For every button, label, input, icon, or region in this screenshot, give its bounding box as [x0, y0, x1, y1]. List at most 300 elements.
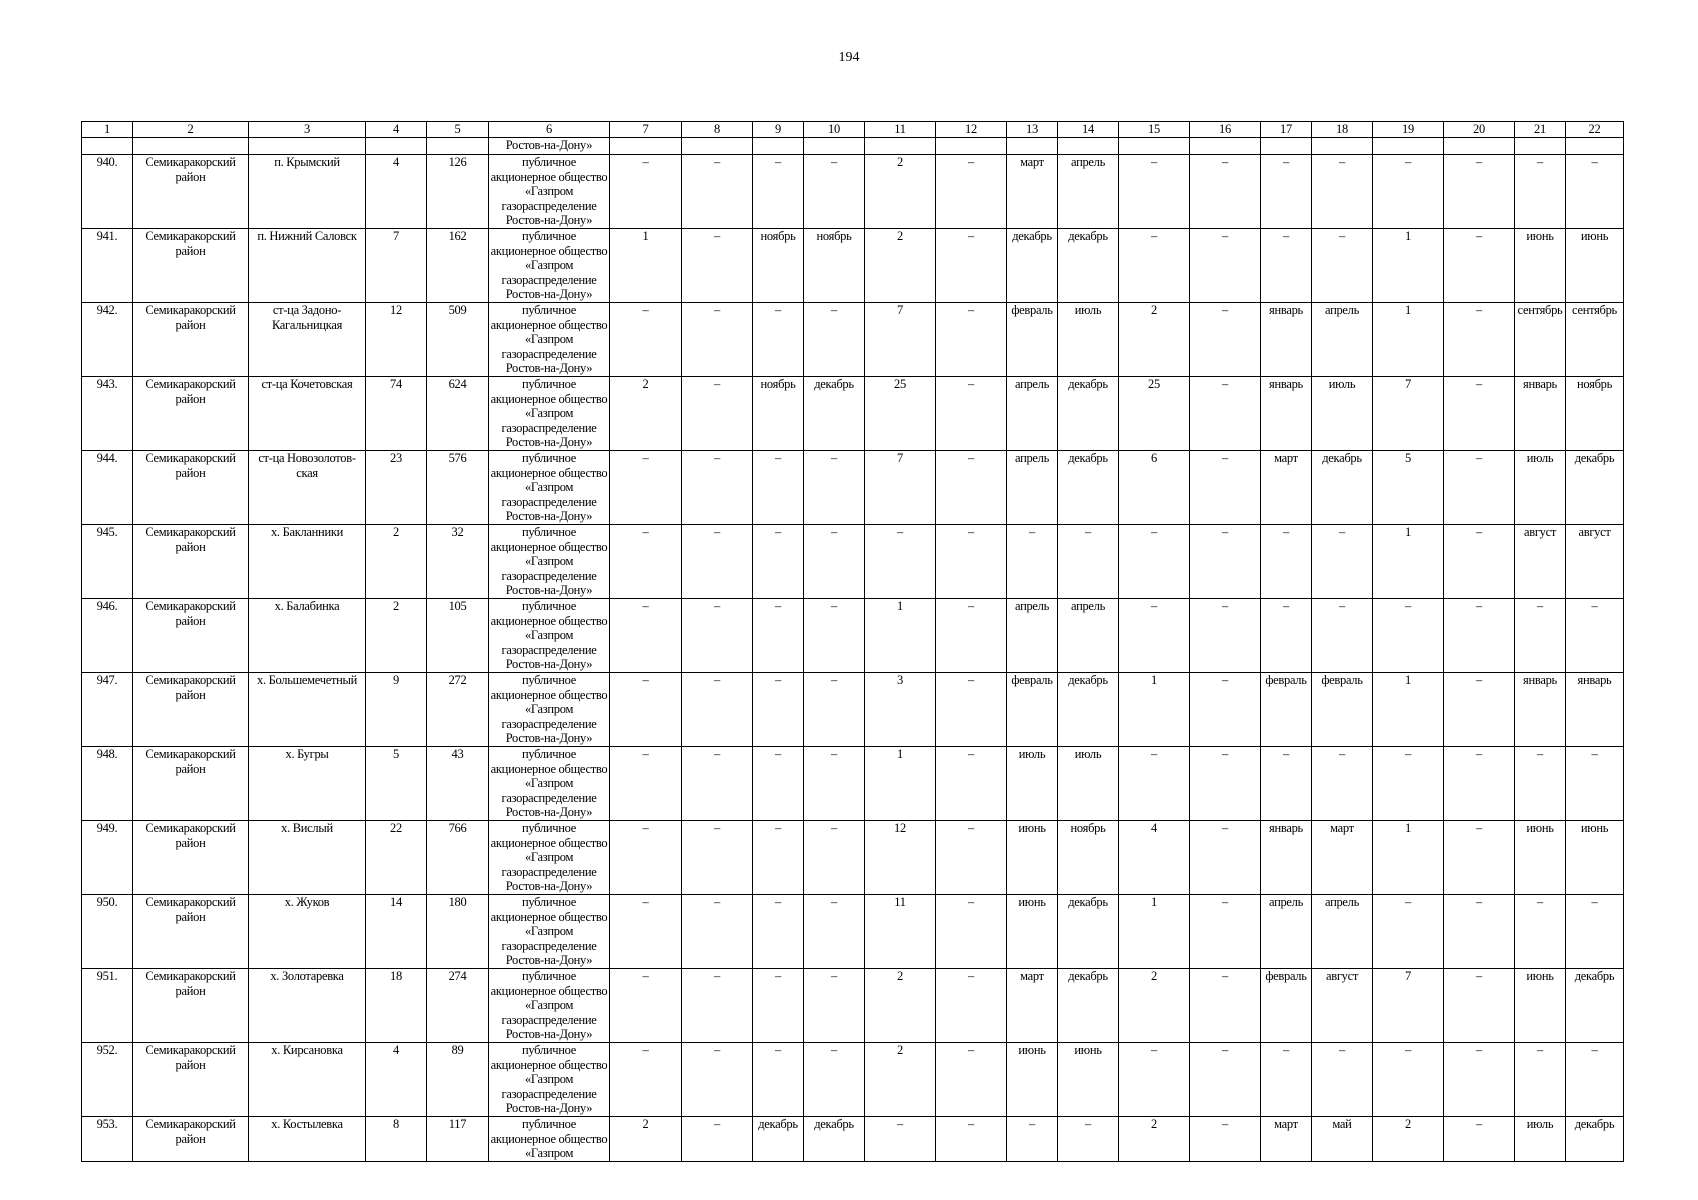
- table-cell: 180: [427, 895, 489, 969]
- column-header: 7: [610, 122, 682, 138]
- table-cell: –: [1261, 229, 1312, 303]
- register-table: [81, 121, 1624, 1162]
- table-cell: 2: [1119, 303, 1190, 377]
- table-row: [82, 895, 1624, 969]
- table-cell: июнь: [1515, 229, 1566, 303]
- table-cell: публичное акционерное общество «Газпром газораспределение Ростов-на-Дону»: [489, 451, 610, 525]
- table-cell: Семикаракорский район: [133, 377, 249, 451]
- table-cell: –: [1058, 525, 1119, 599]
- table-cell: январь: [1261, 821, 1312, 895]
- row-number-cell: 941.: [82, 229, 133, 303]
- table-cell: публичное акционерное общество «Газпром газораспределение Ростов-на-Дону»: [489, 155, 610, 229]
- table-cell: июнь: [1515, 969, 1566, 1043]
- table-cell: декабрь: [1566, 451, 1624, 525]
- table-cell: –: [1515, 895, 1566, 969]
- table-cell: 2: [366, 599, 427, 673]
- table-cell: –: [936, 155, 1007, 229]
- table-cell: 2: [610, 1117, 682, 1162]
- table-cell: июнь: [1007, 895, 1058, 969]
- row-number-cell: 940.: [82, 155, 133, 229]
- table-cell: –: [1261, 599, 1312, 673]
- table-cell: февраль: [1007, 303, 1058, 377]
- table-cell: декабрь: [1058, 969, 1119, 1043]
- table-cell: [427, 138, 489, 155]
- table-cell: х. Кирсановка: [249, 1043, 366, 1117]
- table-cell: Семикаракорский район: [133, 155, 249, 229]
- table-cell: –: [1058, 1117, 1119, 1162]
- table-cell: февраль: [1261, 969, 1312, 1043]
- table-cell: [366, 138, 427, 155]
- table-cell: 272: [427, 673, 489, 747]
- table-cell: –: [1312, 229, 1373, 303]
- column-header: 16: [1190, 122, 1261, 138]
- table-cell: –: [1444, 377, 1515, 451]
- table-cell: –: [682, 1117, 753, 1162]
- table-cell: –: [1261, 1043, 1312, 1117]
- table-cell: –: [682, 525, 753, 599]
- table-cell: ноябрь: [753, 377, 804, 451]
- table-cell: [1312, 138, 1373, 155]
- table-cell: публичное акционерное общество «Газпром газораспределение Ростов-на-Дону»: [489, 229, 610, 303]
- table-cell: март: [1261, 1117, 1312, 1162]
- table-row: [82, 1043, 1624, 1117]
- table-cell: [249, 138, 366, 155]
- table-cell: июнь: [1515, 821, 1566, 895]
- table-cell: 43: [427, 747, 489, 821]
- table-cell: 7: [865, 303, 936, 377]
- table-cell: –: [1190, 599, 1261, 673]
- table-cell: март: [1261, 451, 1312, 525]
- table-cell: публичное акционерное общество «Газпром газораспределение Ростов-на-Дону»: [489, 673, 610, 747]
- table-cell: 1: [1373, 821, 1444, 895]
- table-cell: –: [804, 1043, 865, 1117]
- table-cell: –: [1373, 747, 1444, 821]
- table-cell: –: [1566, 895, 1624, 969]
- table-cell: июль: [1007, 747, 1058, 821]
- table-cell: –: [682, 599, 753, 673]
- column-header: 15: [1119, 122, 1190, 138]
- table-cell: июль: [1058, 747, 1119, 821]
- table-row: [82, 821, 1624, 895]
- table-cell: 1: [865, 747, 936, 821]
- table-cell: –: [753, 525, 804, 599]
- table-cell: 2: [610, 377, 682, 451]
- table-row: [82, 303, 1624, 377]
- table-cell: –: [610, 895, 682, 969]
- column-header: 14: [1058, 122, 1119, 138]
- table-cell: –: [1566, 155, 1624, 229]
- table-cell: публичное акционерное общество «Газпром газораспределение Ростов-на-Дону»: [489, 525, 610, 599]
- table-cell: –: [1444, 303, 1515, 377]
- column-header: 9: [753, 122, 804, 138]
- table-cell: 2: [865, 155, 936, 229]
- table-cell: –: [682, 821, 753, 895]
- table-cell: –: [936, 303, 1007, 377]
- table-cell: февраль: [1261, 673, 1312, 747]
- table-cell: июль: [1515, 451, 1566, 525]
- row-number-cell: 951.: [82, 969, 133, 1043]
- table-cell: [753, 138, 804, 155]
- table-cell: –: [1312, 525, 1373, 599]
- table-cell: –: [753, 747, 804, 821]
- table-cell: публичное акционерное общество «Газпром газораспределение Ростов-на-Дону»: [489, 1043, 610, 1117]
- table-cell: –: [1444, 599, 1515, 673]
- table-cell: –: [1190, 969, 1261, 1043]
- table-cell: [610, 138, 682, 155]
- table-cell: –: [1566, 1043, 1624, 1117]
- table-cell: 2: [865, 229, 936, 303]
- table-cell: [133, 138, 249, 155]
- table-cell: –: [682, 1043, 753, 1117]
- table-cell: январь: [1515, 673, 1566, 747]
- table-cell: –: [804, 895, 865, 969]
- table-cell: х. Большемечетный: [249, 673, 366, 747]
- table-cell: –: [1190, 155, 1261, 229]
- table-cell: апрель: [1312, 895, 1373, 969]
- table-cell: 624: [427, 377, 489, 451]
- column-header: 2: [133, 122, 249, 138]
- table-cell: –: [804, 673, 865, 747]
- table-cell: Семикаракорский район: [133, 303, 249, 377]
- table-cell: публичное акционерное общество «Газпром: [489, 1117, 610, 1162]
- table-cell: публичное акционерное общество «Газпром газораспределение Ростов-на-Дону»: [489, 377, 610, 451]
- table-cell: –: [1190, 451, 1261, 525]
- table-cell: –: [936, 229, 1007, 303]
- table-cell: апрель: [1058, 155, 1119, 229]
- table-cell: 23: [366, 451, 427, 525]
- table-cell: –: [936, 1043, 1007, 1117]
- table-cell: апрель: [1007, 377, 1058, 451]
- column-header: 22: [1566, 122, 1624, 138]
- table-cell: –: [682, 377, 753, 451]
- column-header: 19: [1373, 122, 1444, 138]
- table-cell: –: [804, 451, 865, 525]
- table-cell: –: [1312, 155, 1373, 229]
- table-cell: –: [804, 303, 865, 377]
- table-cell: –: [682, 969, 753, 1043]
- table-cell: 4: [1119, 821, 1190, 895]
- table-cell: –: [753, 821, 804, 895]
- table-cell: 25: [865, 377, 936, 451]
- table-cell: [1190, 138, 1261, 155]
- table-cell: сентябрь: [1566, 303, 1624, 377]
- table-cell: [804, 138, 865, 155]
- table-cell: 5: [366, 747, 427, 821]
- table-cell: –: [610, 599, 682, 673]
- table-cell: декабрь: [753, 1117, 804, 1162]
- table-row: [82, 451, 1624, 525]
- table-cell: –: [936, 377, 1007, 451]
- table-cell: июнь: [1007, 821, 1058, 895]
- table-cell: Семикаракорский район: [133, 747, 249, 821]
- table-cell: декабрь: [1058, 451, 1119, 525]
- table-cell: Ростов-на-Дону»: [489, 138, 610, 155]
- table-cell: –: [1444, 525, 1515, 599]
- row-number-cell: 952.: [82, 1043, 133, 1117]
- table-cell: –: [1373, 599, 1444, 673]
- table-cell: март: [1312, 821, 1373, 895]
- table-cell: –: [610, 673, 682, 747]
- table-cell: 509: [427, 303, 489, 377]
- table-cell: ноябрь: [804, 229, 865, 303]
- table-cell: –: [1373, 895, 1444, 969]
- row-number-cell: 943.: [82, 377, 133, 451]
- table-cell: ноябрь: [753, 229, 804, 303]
- table-cell: 766: [427, 821, 489, 895]
- table-cell: публичное акционерное общество «Газпром газораспределение Ростов-на-Дону»: [489, 303, 610, 377]
- table-body: [82, 122, 1624, 1162]
- table-cell: 1: [865, 599, 936, 673]
- table-cell: декабрь: [1312, 451, 1373, 525]
- table-cell: 11: [865, 895, 936, 969]
- table-cell: –: [753, 599, 804, 673]
- table-cell: –: [1444, 673, 1515, 747]
- column-header: 21: [1515, 122, 1566, 138]
- table-cell: январь: [1566, 673, 1624, 747]
- column-header: 8: [682, 122, 753, 138]
- table-cell: х. Жуков: [249, 895, 366, 969]
- table-cell: Семикаракорский район: [133, 451, 249, 525]
- table-cell: май: [1312, 1117, 1373, 1162]
- column-number-row: [82, 122, 1624, 138]
- table-cell: 1: [1119, 895, 1190, 969]
- table-cell: –: [865, 1117, 936, 1162]
- table-row: [82, 747, 1624, 821]
- table-cell: 117: [427, 1117, 489, 1162]
- table-cell: –: [1312, 1043, 1373, 1117]
- table-cell: 8: [366, 1117, 427, 1162]
- table-cell: [1373, 138, 1444, 155]
- page-number: 194: [838, 50, 860, 65]
- table-cell: январь: [1515, 377, 1566, 451]
- table-cell: Семикаракорский район: [133, 229, 249, 303]
- table-cell: –: [1119, 599, 1190, 673]
- table-cell: –: [1444, 821, 1515, 895]
- table-cell: [1444, 138, 1515, 155]
- table-cell: –: [1566, 599, 1624, 673]
- table-cell: –: [1444, 1043, 1515, 1117]
- table-cell: –: [1119, 229, 1190, 303]
- table-cell: Семикаракорский район: [133, 1117, 249, 1162]
- table-cell: февраль: [1312, 673, 1373, 747]
- row-number-cell: 953.: [82, 1117, 133, 1162]
- table-cell: –: [936, 969, 1007, 1043]
- table-cell: –: [1190, 525, 1261, 599]
- table-cell: март: [1007, 155, 1058, 229]
- table-cell: сентябрь: [1515, 303, 1566, 377]
- table-cell: декабрь: [1058, 377, 1119, 451]
- table-cell: –: [1190, 1117, 1261, 1162]
- table-cell: –: [682, 303, 753, 377]
- table-cell: –: [1190, 229, 1261, 303]
- table-cell: –: [804, 747, 865, 821]
- table-cell: 2: [1119, 1117, 1190, 1162]
- table-cell: п. Крымский: [249, 155, 366, 229]
- table-row: [82, 525, 1624, 599]
- table-cell: х. Балабинка: [249, 599, 366, 673]
- table-cell: 7: [865, 451, 936, 525]
- column-header: 5: [427, 122, 489, 138]
- table-cell: –: [1373, 1043, 1444, 1117]
- table-cell: –: [610, 525, 682, 599]
- column-header: 1: [82, 122, 133, 138]
- table-cell: Семикаракорский район: [133, 525, 249, 599]
- table-cell: [1119, 138, 1190, 155]
- table-cell: 12: [366, 303, 427, 377]
- table-cell: –: [1119, 155, 1190, 229]
- table-cell: 7: [1373, 377, 1444, 451]
- table-cell: –: [936, 895, 1007, 969]
- table-cell: 1: [1373, 229, 1444, 303]
- table-cell: 1: [1373, 673, 1444, 747]
- table-cell: [865, 138, 936, 155]
- table-cell: апрель: [1058, 599, 1119, 673]
- table-cell: –: [753, 673, 804, 747]
- table-cell: 2: [865, 1043, 936, 1117]
- table-cell: декабрь: [1058, 673, 1119, 747]
- table-cell: публичное акционерное общество «Газпром газораспределение Ростов-на-Дону»: [489, 821, 610, 895]
- table-cell: х. Бакланники: [249, 525, 366, 599]
- table-cell: август: [1566, 525, 1624, 599]
- table-row: [82, 377, 1624, 451]
- table-cell: 9: [366, 673, 427, 747]
- table-cell: август: [1515, 525, 1566, 599]
- row-number-cell: 945.: [82, 525, 133, 599]
- table-cell: 274: [427, 969, 489, 1043]
- table-row: [82, 599, 1624, 673]
- table-cell: –: [936, 525, 1007, 599]
- table-cell: [1058, 138, 1119, 155]
- table-cell: ст-ца Задоно-Кагальницкая: [249, 303, 366, 377]
- table-cell: Семикаракорский район: [133, 673, 249, 747]
- row-number-cell: 946.: [82, 599, 133, 673]
- table-cell: декабрь: [1566, 969, 1624, 1043]
- table-cell: –: [753, 303, 804, 377]
- column-header: 6: [489, 122, 610, 138]
- table-cell: декабрь: [1058, 229, 1119, 303]
- table-cell: –: [682, 155, 753, 229]
- table-cell: 1: [1373, 303, 1444, 377]
- table-cell: 4: [366, 1043, 427, 1117]
- table-cell: декабрь: [1058, 895, 1119, 969]
- table-cell: ст-ца Новозолотов-ская: [249, 451, 366, 525]
- table-cell: –: [610, 969, 682, 1043]
- table-row: [82, 155, 1624, 229]
- table-cell: п. Нижний Саловск: [249, 229, 366, 303]
- table-cell: август: [1312, 969, 1373, 1043]
- table-cell: –: [682, 895, 753, 969]
- table-cell: [1566, 138, 1624, 155]
- column-header: 4: [366, 122, 427, 138]
- table-cell: июль: [1312, 377, 1373, 451]
- table-row: [82, 673, 1624, 747]
- table-cell: –: [1190, 377, 1261, 451]
- table-cell: 6: [1119, 451, 1190, 525]
- row-number-cell: 948.: [82, 747, 133, 821]
- table-cell: –: [1119, 525, 1190, 599]
- table-cell: –: [753, 895, 804, 969]
- table-cell: июнь: [1007, 1043, 1058, 1117]
- table-cell: январь: [1261, 303, 1312, 377]
- table-cell: –: [753, 451, 804, 525]
- table-cell: –: [1312, 599, 1373, 673]
- table-cell: –: [610, 1043, 682, 1117]
- row-number-cell: 949.: [82, 821, 133, 895]
- table-cell: –: [1190, 673, 1261, 747]
- table-cell: [1007, 138, 1058, 155]
- table-cell: 22: [366, 821, 427, 895]
- table-cell: х. Костылевка: [249, 1117, 366, 1162]
- table-cell: публичное акционерное общество «Газпром газораспределение Ростов-на-Дону»: [489, 747, 610, 821]
- table-cell: –: [1444, 969, 1515, 1043]
- table-cell: –: [610, 821, 682, 895]
- continuation-row: [82, 138, 1624, 155]
- table-cell: 89: [427, 1043, 489, 1117]
- table-cell: 4: [366, 155, 427, 229]
- table-cell: –: [936, 599, 1007, 673]
- row-number-cell: 942.: [82, 303, 133, 377]
- table-cell: –: [1515, 1043, 1566, 1117]
- table-cell: –: [1119, 1043, 1190, 1117]
- table-cell: Семикаракорский район: [133, 1043, 249, 1117]
- table-row: [82, 969, 1624, 1043]
- table-cell: [682, 138, 753, 155]
- table-cell: публичное акционерное общество «Газпром газораспределение Ростов-на-Дону»: [489, 969, 610, 1043]
- table-cell: ноябрь: [1566, 377, 1624, 451]
- table-cell: 1: [1373, 525, 1444, 599]
- table-cell: апрель: [1261, 895, 1312, 969]
- table-cell: –: [936, 1117, 1007, 1162]
- table-cell: 32: [427, 525, 489, 599]
- table-cell: 105: [427, 599, 489, 673]
- table-cell: 2: [865, 969, 936, 1043]
- table-cell: х. Бугры: [249, 747, 366, 821]
- column-header: 17: [1261, 122, 1312, 138]
- table-cell: –: [936, 821, 1007, 895]
- table-cell: –: [1444, 451, 1515, 525]
- table-cell: [1515, 138, 1566, 155]
- table-cell: –: [1444, 895, 1515, 969]
- table-cell: 7: [1373, 969, 1444, 1043]
- table-cell: 2: [1373, 1117, 1444, 1162]
- table-cell: публичное акционерное общество «Газпром газораспределение Ростов-на-Дону»: [489, 895, 610, 969]
- table-cell: –: [1261, 155, 1312, 229]
- table-cell: –: [936, 451, 1007, 525]
- table-cell: –: [1444, 1117, 1515, 1162]
- table-cell: х. Вислый: [249, 821, 366, 895]
- table-cell: 126: [427, 155, 489, 229]
- table-cell: –: [1119, 747, 1190, 821]
- table-cell: –: [610, 747, 682, 821]
- row-number-cell: 947.: [82, 673, 133, 747]
- table-cell: июнь: [1566, 821, 1624, 895]
- table-cell: 2: [366, 525, 427, 599]
- table-cell: апрель: [1312, 303, 1373, 377]
- table-cell: ноябрь: [1058, 821, 1119, 895]
- table-cell: –: [1373, 155, 1444, 229]
- row-number-cell: 950.: [82, 895, 133, 969]
- table-cell: –: [1261, 525, 1312, 599]
- table-cell: декабрь: [1007, 229, 1058, 303]
- table-cell: 162: [427, 229, 489, 303]
- table-cell: 1: [1119, 673, 1190, 747]
- table-cell: –: [804, 525, 865, 599]
- table-cell: 14: [366, 895, 427, 969]
- table-cell: 5: [1373, 451, 1444, 525]
- column-header: 10: [804, 122, 865, 138]
- table-cell: –: [1190, 303, 1261, 377]
- table-cell: –: [1190, 821, 1261, 895]
